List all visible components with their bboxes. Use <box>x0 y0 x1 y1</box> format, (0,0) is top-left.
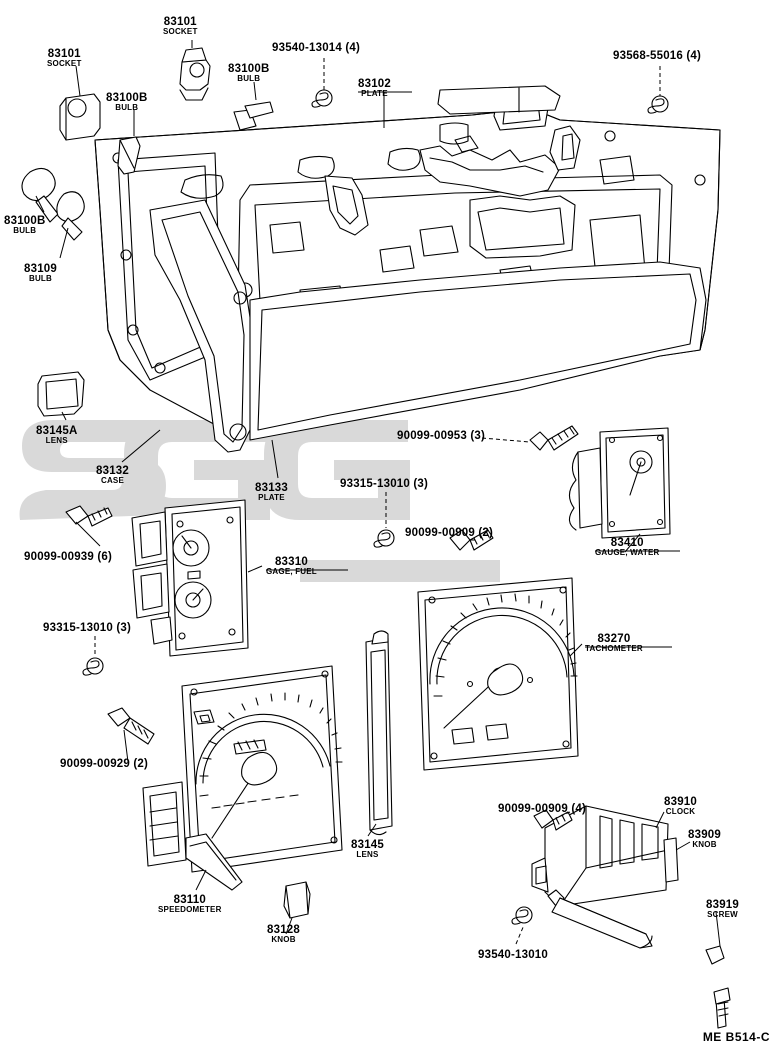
part-number: 83128 <box>267 924 300 936</box>
knob-83128 <box>284 882 310 918</box>
socket-83101-left <box>60 94 100 140</box>
bulb-83100b-left <box>22 168 58 222</box>
part-number: 90099-00929 (2) <box>60 758 149 770</box>
part-number: 83909 <box>688 829 721 841</box>
part-name: LENS <box>45 436 68 446</box>
part-name: GAGE, FUEL <box>266 567 317 577</box>
part-number: 83310 <box>274 556 308 568</box>
part-label <box>405 527 493 539</box>
gage-fuel-83310 <box>132 500 248 656</box>
part-name: CLOCK <box>665 807 696 817</box>
part-label <box>340 478 428 490</box>
washer-93540-13014 <box>312 90 332 107</box>
part-name: CASE <box>100 476 124 486</box>
part-number: 83109 <box>24 263 57 275</box>
washer-93540-13010 <box>512 907 532 924</box>
part-number: 83100B <box>4 215 46 227</box>
part-number: 83100B <box>228 63 270 75</box>
lens-83145a <box>38 372 84 416</box>
part-name: KNOB <box>271 935 296 945</box>
part-label <box>351 839 384 859</box>
part-number: 90099-00953 (3) <box>397 430 486 442</box>
part-number: 93540-13014 (4) <box>272 42 361 54</box>
part-number: 90099-00939 (6) <box>24 551 113 563</box>
part-name: BULB <box>237 74 261 84</box>
part-name: BULB <box>28 274 52 284</box>
washer-93568-55016 <box>648 96 668 113</box>
part-name: SOCKET <box>163 27 198 37</box>
part-label <box>272 42 360 54</box>
part-name: SPEEDOMETER <box>158 905 222 915</box>
lens-83145 <box>366 631 392 835</box>
bulb-83100b-top <box>245 102 273 118</box>
part-label <box>228 63 269 83</box>
part-label <box>96 465 129 485</box>
part-label <box>43 622 131 634</box>
part-label <box>47 48 82 68</box>
part-label <box>498 803 586 815</box>
part-number: 93568-55016 (4) <box>613 50 702 62</box>
part-label <box>613 50 701 62</box>
part-label <box>358 78 391 98</box>
part-label <box>397 430 485 442</box>
screw-90099-00929 <box>108 708 154 744</box>
part-name: KNOB <box>692 840 717 850</box>
part-label <box>595 537 659 557</box>
part-label <box>158 894 222 914</box>
part-name: PLATE <box>361 89 388 99</box>
part-label <box>36 425 77 445</box>
part-name: SCREW <box>707 910 738 920</box>
part-label <box>266 556 317 576</box>
part-name: SOCKET <box>47 59 82 69</box>
part-label <box>255 482 288 502</box>
part-number: 93540-13010 <box>478 949 548 961</box>
part-name: GAUGE, WATER <box>595 548 660 558</box>
part-label <box>163 16 198 36</box>
part-label <box>24 263 57 283</box>
part-number: 83410 <box>610 537 644 549</box>
part-number: 83100B <box>106 92 148 104</box>
part-number: 93315-13010 (3) <box>340 478 429 490</box>
part-number: 83919 <box>706 899 739 911</box>
tachometer-83270 <box>418 578 578 770</box>
part-name: TACHOMETER <box>585 644 643 654</box>
part-label <box>60 758 148 770</box>
part-number: 83101 <box>47 48 81 60</box>
part-number: 83145A <box>36 425 78 437</box>
part-name: BULB <box>13 226 37 236</box>
part-label <box>585 633 643 653</box>
part-label <box>4 215 45 235</box>
part-label <box>24 551 112 563</box>
diagram-code: ME B514-C <box>702 1030 770 1044</box>
part-number: 83145 <box>351 839 384 851</box>
screw-90099-00953 <box>530 426 578 450</box>
part-label <box>106 92 147 112</box>
part-number: 90099-00909 (2) <box>405 527 494 539</box>
part-number: 83132 <box>96 465 129 477</box>
part-number: 83110 <box>173 894 206 906</box>
speedometer-83110 <box>143 666 342 890</box>
part-number: 83133 <box>255 482 288 494</box>
part-label <box>688 829 721 849</box>
part-label <box>706 899 739 919</box>
socket-83101-top <box>180 48 210 100</box>
washer-93315-13010-bottom <box>83 658 103 675</box>
part-label <box>664 796 697 816</box>
part-number: 93315-13010 (3) <box>43 622 132 634</box>
part-label <box>478 949 548 961</box>
part-number: 83910 <box>664 796 697 808</box>
part-number: 83101 <box>163 16 197 28</box>
part-label <box>267 924 300 944</box>
part-name: BULB <box>115 103 139 113</box>
gauge-water-83410 <box>569 428 670 538</box>
part-name: PLATE <box>258 493 285 503</box>
part-number: 83102 <box>358 78 391 90</box>
washer-93315-13010-top <box>374 530 394 547</box>
part-number: 90099-00909 (4) <box>498 803 587 815</box>
part-name: LENS <box>356 850 379 860</box>
bulb-83109 <box>57 192 84 240</box>
part-number: 83270 <box>597 633 631 645</box>
